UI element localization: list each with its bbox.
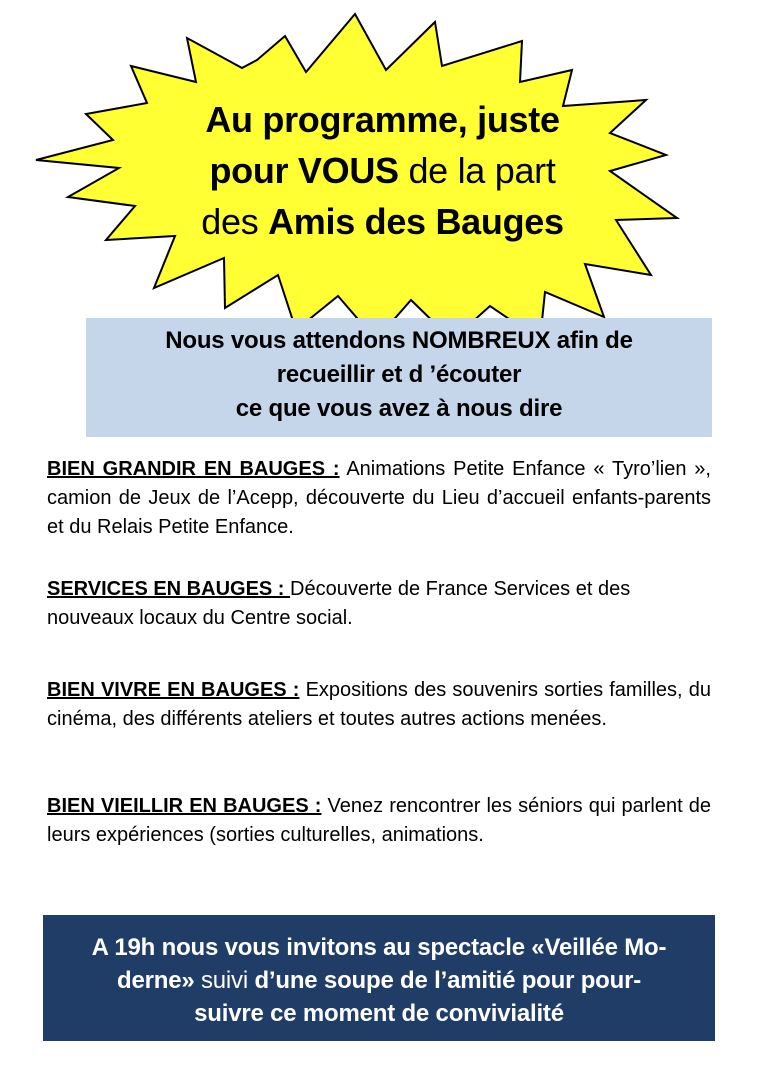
- section-bien-vivre: [47, 676, 711, 734]
- invite-line-1: Nous vous attendons NOMBREUX afin de: [165, 327, 633, 354]
- invite-line-2: recueillir et d ’écouter: [276, 361, 522, 388]
- footer-line-1: A 19h nous vous invitons au spectacle «Veillée Mo-: [91, 934, 667, 961]
- section-text: Expositions des souvenirs sorties familles, du cinéma, des différents ateliers et toutes autres actions menées.: [47, 679, 711, 730]
- footer-line-2: derne» suivi d’une soupe de l’amitié pour pour-: [116, 967, 642, 994]
- headline-line-3: des Amis des Bauges: [201, 201, 564, 242]
- section-services: [47, 575, 711, 633]
- footer-line-3: suivre ce moment de convivialité: [194, 1000, 564, 1027]
- invite-line-3: ce que vous avez à nous dire: [235, 395, 563, 422]
- footer-banner: [43, 915, 715, 1041]
- section-heading: BIEN VIVRE EN BAUGES :: [47, 679, 300, 701]
- section-text: Venez rencontrer les séniors qui parlent de leurs expériences (sorties culturelles, animations.: [47, 795, 712, 846]
- invite-banner: [86, 318, 712, 437]
- headline-line-2: pour VOUS de la part: [209, 150, 556, 191]
- section-text: Découverte de France Services et des nouveaux locaux du Centre social.: [47, 578, 631, 629]
- headline-line-1: Au programme, juste: [205, 99, 560, 140]
- section-bien-grandir: [47, 455, 711, 542]
- section-bien-vieillir: [47, 792, 711, 850]
- section-heading: SERVICES EN BAUGES :: [47, 578, 291, 600]
- section-heading: BIEN GRANDIR EN BAUGES :: [47, 458, 340, 480]
- section-heading: BIEN VIEILLIR EN BAUGES :: [47, 795, 322, 817]
- headline: [160, 94, 605, 247]
- section-text: Animations Petite Enfance « Tyro’lien », camion de Jeux de l’Acepp, découverte du Lieu d’accueil enfants-parents et du Relais Petite Enfance.: [47, 458, 711, 538]
